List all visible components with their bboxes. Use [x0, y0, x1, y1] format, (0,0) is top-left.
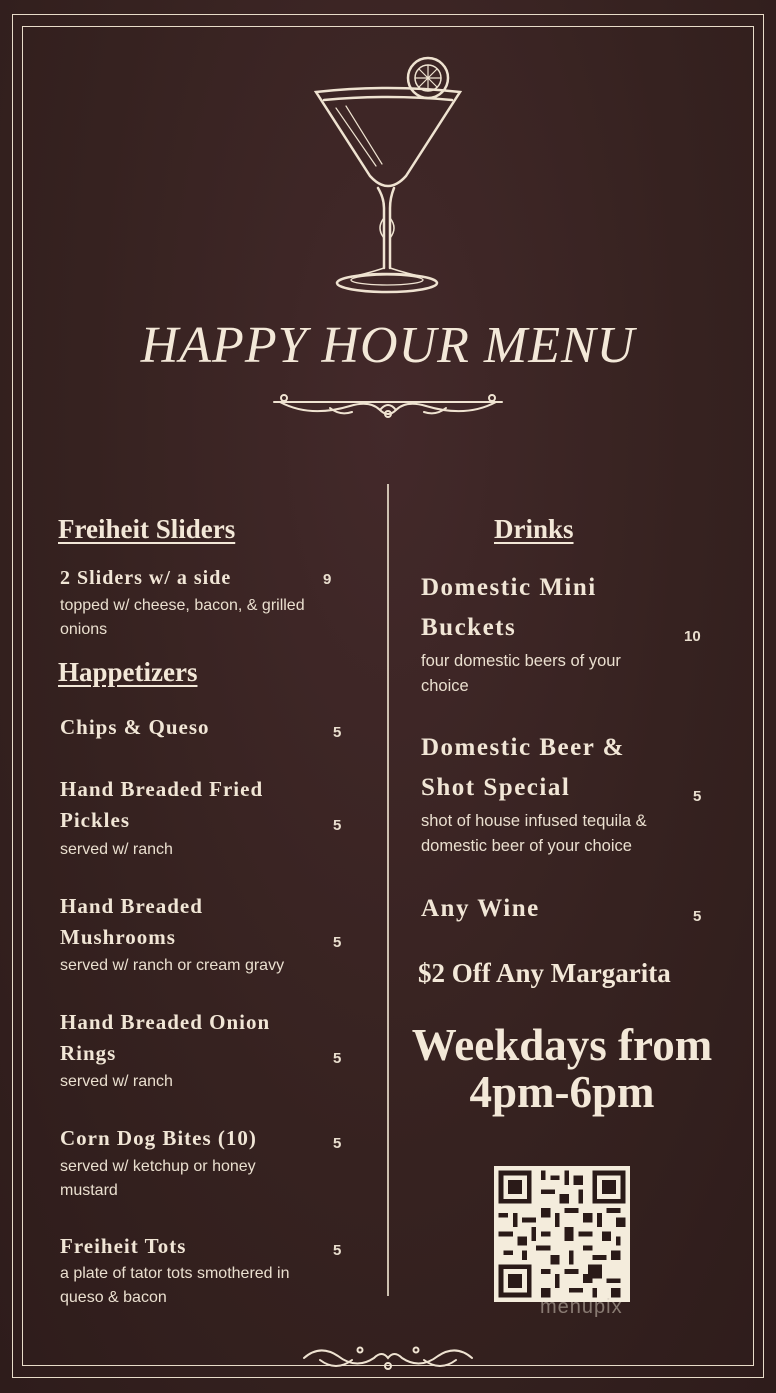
hours-line-2: 4pm-6pm [469, 1067, 655, 1117]
item-name-onion-rings: Hand Breaded Onion Rings [60, 1010, 271, 1065]
price-mushrooms: 5 [333, 934, 342, 951]
item-name-fried-pickles: Hand Breaded Fried Pickles [60, 777, 264, 832]
price-any-wine: 5 [693, 908, 702, 925]
item-desc-corn-dog-bites: served w/ ketchup or honey mustard [60, 1158, 256, 1199]
drink-desc-beer-shot: shot of house infused tequila & domestic beer of your choice [421, 812, 647, 855]
item-name-sliders: 2 Sliders w/ a side [60, 567, 232, 589]
section-title-sliders: Freiheit Sliders [58, 514, 236, 544]
bottom-flourish-ornament-icon [300, 1336, 476, 1378]
martini-glass-icon [306, 48, 470, 298]
item-name-chips-queso: Chips & Queso [60, 715, 210, 739]
qr-code-icon[interactable] [494, 1166, 630, 1302]
item-name-corn-dog-bites: Corn Dog Bites (10) [60, 1126, 257, 1150]
drink-name-any-wine: Any Wine [421, 895, 540, 922]
price-mini-buckets: 10 [684, 628, 701, 645]
section-title-drinks: Drinks [494, 514, 574, 544]
price-freiheit-tots: 5 [333, 1242, 342, 1259]
item-desc-mushrooms: served w/ ranch or cream gravy [60, 957, 285, 974]
column-divider [387, 484, 389, 1296]
item-name-freiheit-tots: Freiheit Tots [60, 1234, 187, 1258]
flourish-ornament-icon [270, 388, 506, 424]
watermark-text: menupix [540, 1296, 623, 1318]
hours-line-1: Weekdays from [411, 1020, 713, 1070]
item-desc-freiheit-tots: a plate of tator tots smothered in queso & bacon [60, 1265, 290, 1306]
drink-desc-mini-buckets: four domestic beers of your choice [421, 652, 621, 695]
item-desc-sliders: topped w/ cheese, bacon, & grilled onions [60, 597, 305, 638]
price-corn-dog-bites: 5 [333, 1135, 342, 1152]
menu-title: HAPPY HOUR MENU [140, 317, 636, 374]
price-sliders: 9 [323, 571, 332, 588]
price-beer-shot: 5 [693, 788, 702, 805]
item-desc-fried-pickles: served w/ ranch [60, 841, 173, 858]
drink-name-beer-shot: Domestic Beer & Shot Special [421, 734, 625, 801]
item-desc-onion-rings: served w/ ranch [60, 1073, 173, 1090]
price-chips-queso: 5 [333, 724, 342, 741]
price-fried-pickles: 5 [333, 817, 342, 834]
hours-text [392, 1022, 732, 1116]
drink-name-mini-buckets: Domestic Mini Buckets [421, 574, 597, 641]
price-onion-rings: 5 [333, 1050, 342, 1067]
item-name-mushrooms: Hand Breaded Mushrooms [60, 894, 203, 949]
margarita-promo: $2 Off Any Margarita [418, 958, 671, 988]
section-title-happetizers: Happetizers [58, 657, 198, 687]
